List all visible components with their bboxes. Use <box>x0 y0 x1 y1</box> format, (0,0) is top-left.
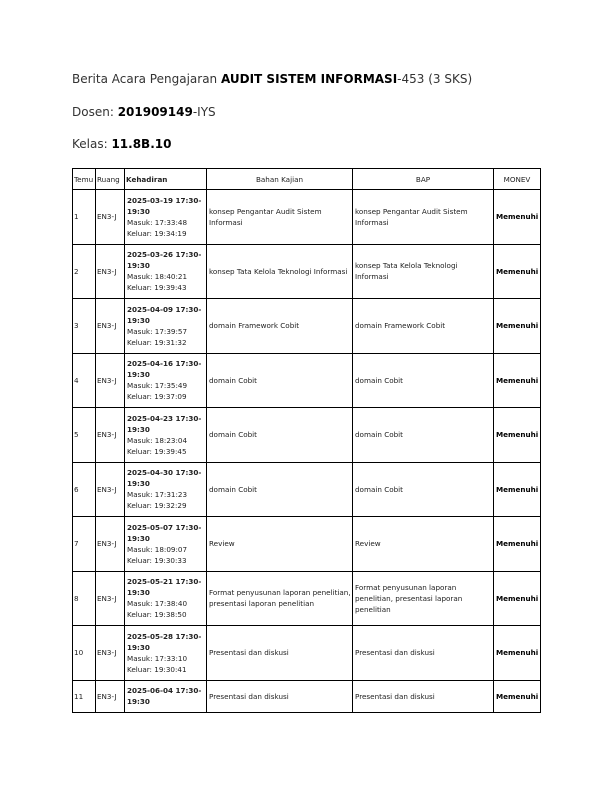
cell-bap: domain Cobit <box>353 353 494 408</box>
table-row <box>73 190 541 245</box>
col-bahan-kajian: Bahan Kajian <box>207 169 353 190</box>
cell-bahan-kajian: domain Framework Cobit <box>207 299 353 354</box>
check-out-time: Keluar: 19:39:45 <box>127 446 187 456</box>
cell-kehadiran <box>125 517 207 572</box>
schedule-time: 2025-04-30 17:30-19:30 <box>127 468 202 489</box>
schedule-time: 2025-03-19 17:30-19:30 <box>127 195 202 216</box>
schedule-time: 2025-04-09 17:30-19:30 <box>127 304 202 325</box>
cell-bap: Presentasi dan diskusi <box>353 626 494 681</box>
check-in-time: Masuk: 18:23:04 <box>127 435 188 445</box>
table-row <box>73 299 541 354</box>
cell-bap: domain Framework Cobit <box>353 299 494 354</box>
table-row <box>73 626 541 681</box>
check-out-time: Keluar: 19:30:41 <box>127 664 187 674</box>
cell-monev: Memenuhi <box>494 190 541 245</box>
cell-ruang: EN3-J <box>96 244 125 299</box>
schedule-time: 2025-05-28 17:30-19:30 <box>127 631 202 652</box>
cell-kehadiran <box>125 190 207 245</box>
cell-temu: 6 <box>73 462 96 517</box>
cell-bahan-kajian: konsep Tata Kelola Teknologi Informasi <box>207 244 353 299</box>
cell-ruang: EN3-J <box>96 571 125 626</box>
cell-bahan-kajian: Presentasi dan diskusi <box>207 680 353 712</box>
check-in-time: Masuk: 18:40:21 <box>127 272 188 282</box>
dosen-suffix: -IYS <box>192 105 216 119</box>
cell-bap: domain Cobit <box>353 408 494 463</box>
cell-kehadiran <box>125 353 207 408</box>
cell-bap: Review <box>353 517 494 572</box>
cell-bahan-kajian: Format penyusunan laporan penelitian, presentasi laporan penelitian <box>207 571 353 626</box>
cell-temu: 7 <box>73 517 96 572</box>
lecturer-line <box>72 105 216 119</box>
cell-temu: 2 <box>73 244 96 299</box>
cell-bahan-kajian: domain Cobit <box>207 462 353 517</box>
check-in-time: Masuk: 18:09:07 <box>127 544 188 554</box>
cell-monev: Memenuhi <box>494 680 541 712</box>
cell-bahan-kajian: konsep Pengantar Audit Sistem Informasi <box>207 190 353 245</box>
dosen-id: 201909149 <box>117 105 193 119</box>
cell-temu: 10 <box>73 626 96 681</box>
kelas-label: Kelas: <box>72 137 112 151</box>
check-out-time: Keluar: 19:39:43 <box>127 283 187 293</box>
cell-temu: 11 <box>73 680 96 712</box>
cell-monev: Memenuhi <box>494 517 541 572</box>
check-out-time: Keluar: 19:30:33 <box>127 555 187 565</box>
cell-bahan-kajian: domain Cobit <box>207 408 353 463</box>
cell-ruang: EN3-J <box>96 626 125 681</box>
cell-temu: 1 <box>73 190 96 245</box>
cell-bahan-kajian: Review <box>207 517 353 572</box>
cell-ruang: EN3-J <box>96 517 125 572</box>
table-row <box>73 571 541 626</box>
check-out-time: Keluar: 19:32:29 <box>127 501 187 511</box>
cell-kehadiran <box>125 680 207 712</box>
course-suffix: -453 (3 SKS) <box>397 72 473 86</box>
table-header-row <box>73 169 541 190</box>
cell-ruang: EN3-J <box>96 299 125 354</box>
check-out-time: Keluar: 19:37:09 <box>127 392 187 402</box>
cell-monev: Memenuhi <box>494 299 541 354</box>
cell-kehadiran <box>125 299 207 354</box>
col-bap: BAP <box>353 169 494 190</box>
schedule-time: 2025-05-07 17:30-19:30 <box>127 522 202 543</box>
check-out-time: Keluar: 19:34:19 <box>127 228 187 238</box>
check-in-time: Masuk: 17:31:23 <box>127 490 188 500</box>
cell-ruang: EN3-J <box>96 462 125 517</box>
table-row <box>73 517 541 572</box>
schedule-time: 2025-06-04 17:30-19:30 <box>127 686 202 706</box>
cell-monev: Memenuhi <box>494 408 541 463</box>
schedule-time: 2025-04-16 17:30-19:30 <box>127 359 202 380</box>
cell-kehadiran <box>125 408 207 463</box>
check-in-time: Masuk: 17:38:40 <box>127 599 188 609</box>
cell-kehadiran <box>125 626 207 681</box>
check-in-time: Masuk: 17:35:49 <box>127 381 188 391</box>
table-row <box>73 408 541 463</box>
cell-bap: konsep Pengantar Audit Sistem Informasi <box>353 190 494 245</box>
cell-ruang: EN3-J <box>96 190 125 245</box>
cell-monev: Memenuhi <box>494 353 541 408</box>
schedule-time: 2025-04-23 17:30-19:30 <box>127 413 202 434</box>
schedule-time: 2025-05-21 17:30-19:30 <box>127 577 202 598</box>
schedule-time: 2025-03-26 17:30-19:30 <box>127 250 202 271</box>
col-kehadiran: Kehadiran <box>125 169 207 190</box>
table-row <box>73 244 541 299</box>
check-out-time: Keluar: 19:31:32 <box>127 337 187 347</box>
page-title <box>72 72 472 86</box>
check-in-time: Masuk: 17:33:10 <box>127 653 188 663</box>
dosen-label: Dosen: <box>72 105 118 119</box>
cell-monev: Memenuhi <box>494 571 541 626</box>
check-in-time: Masuk: 17:39:57 <box>127 326 188 336</box>
cell-ruang: EN3-J <box>96 408 125 463</box>
check-out-time: Keluar: 19:38:50 <box>127 610 187 620</box>
cell-bap: domain Cobit <box>353 462 494 517</box>
cell-temu: 4 <box>73 353 96 408</box>
cell-bap: Format penyusunan laporan penelitian, presentasi laporan penelitian <box>353 571 494 626</box>
cell-bahan-kajian: domain Cobit <box>207 353 353 408</box>
cell-bap: konsep Tata Kelola Teknologi Informasi <box>353 244 494 299</box>
table-row <box>73 462 541 517</box>
table-row <box>73 680 541 712</box>
kelas-value: 11.8B.10 <box>111 137 172 151</box>
cell-temu: 8 <box>73 571 96 626</box>
class-line <box>72 137 171 151</box>
cell-temu: 3 <box>73 299 96 354</box>
cell-bap: Presentasi dan diskusi <box>353 680 494 712</box>
cell-kehadiran <box>125 462 207 517</box>
cell-bahan-kajian: Presentasi dan diskusi <box>207 626 353 681</box>
title-prefix: Berita Acara Pengajaran <box>72 72 221 86</box>
cell-ruang: EN3-J <box>96 680 125 712</box>
col-monev: MONEV <box>494 169 541 190</box>
table-row <box>73 353 541 408</box>
cell-monev: Memenuhi <box>494 462 541 517</box>
course-name: AUDIT SISTEM INFORMASI <box>220 72 398 86</box>
col-temu: Temu <box>73 169 96 190</box>
cell-ruang: EN3-J <box>96 353 125 408</box>
col-ruang: Ruang <box>96 169 125 190</box>
cell-monev: Memenuhi <box>494 626 541 681</box>
cell-monev: Memenuhi <box>494 244 541 299</box>
cell-temu: 5 <box>73 408 96 463</box>
cell-kehadiran <box>125 244 207 299</box>
check-in-time: Masuk: 17:33:48 <box>127 217 188 227</box>
meeting-table <box>72 168 541 713</box>
cell-kehadiran <box>125 571 207 626</box>
